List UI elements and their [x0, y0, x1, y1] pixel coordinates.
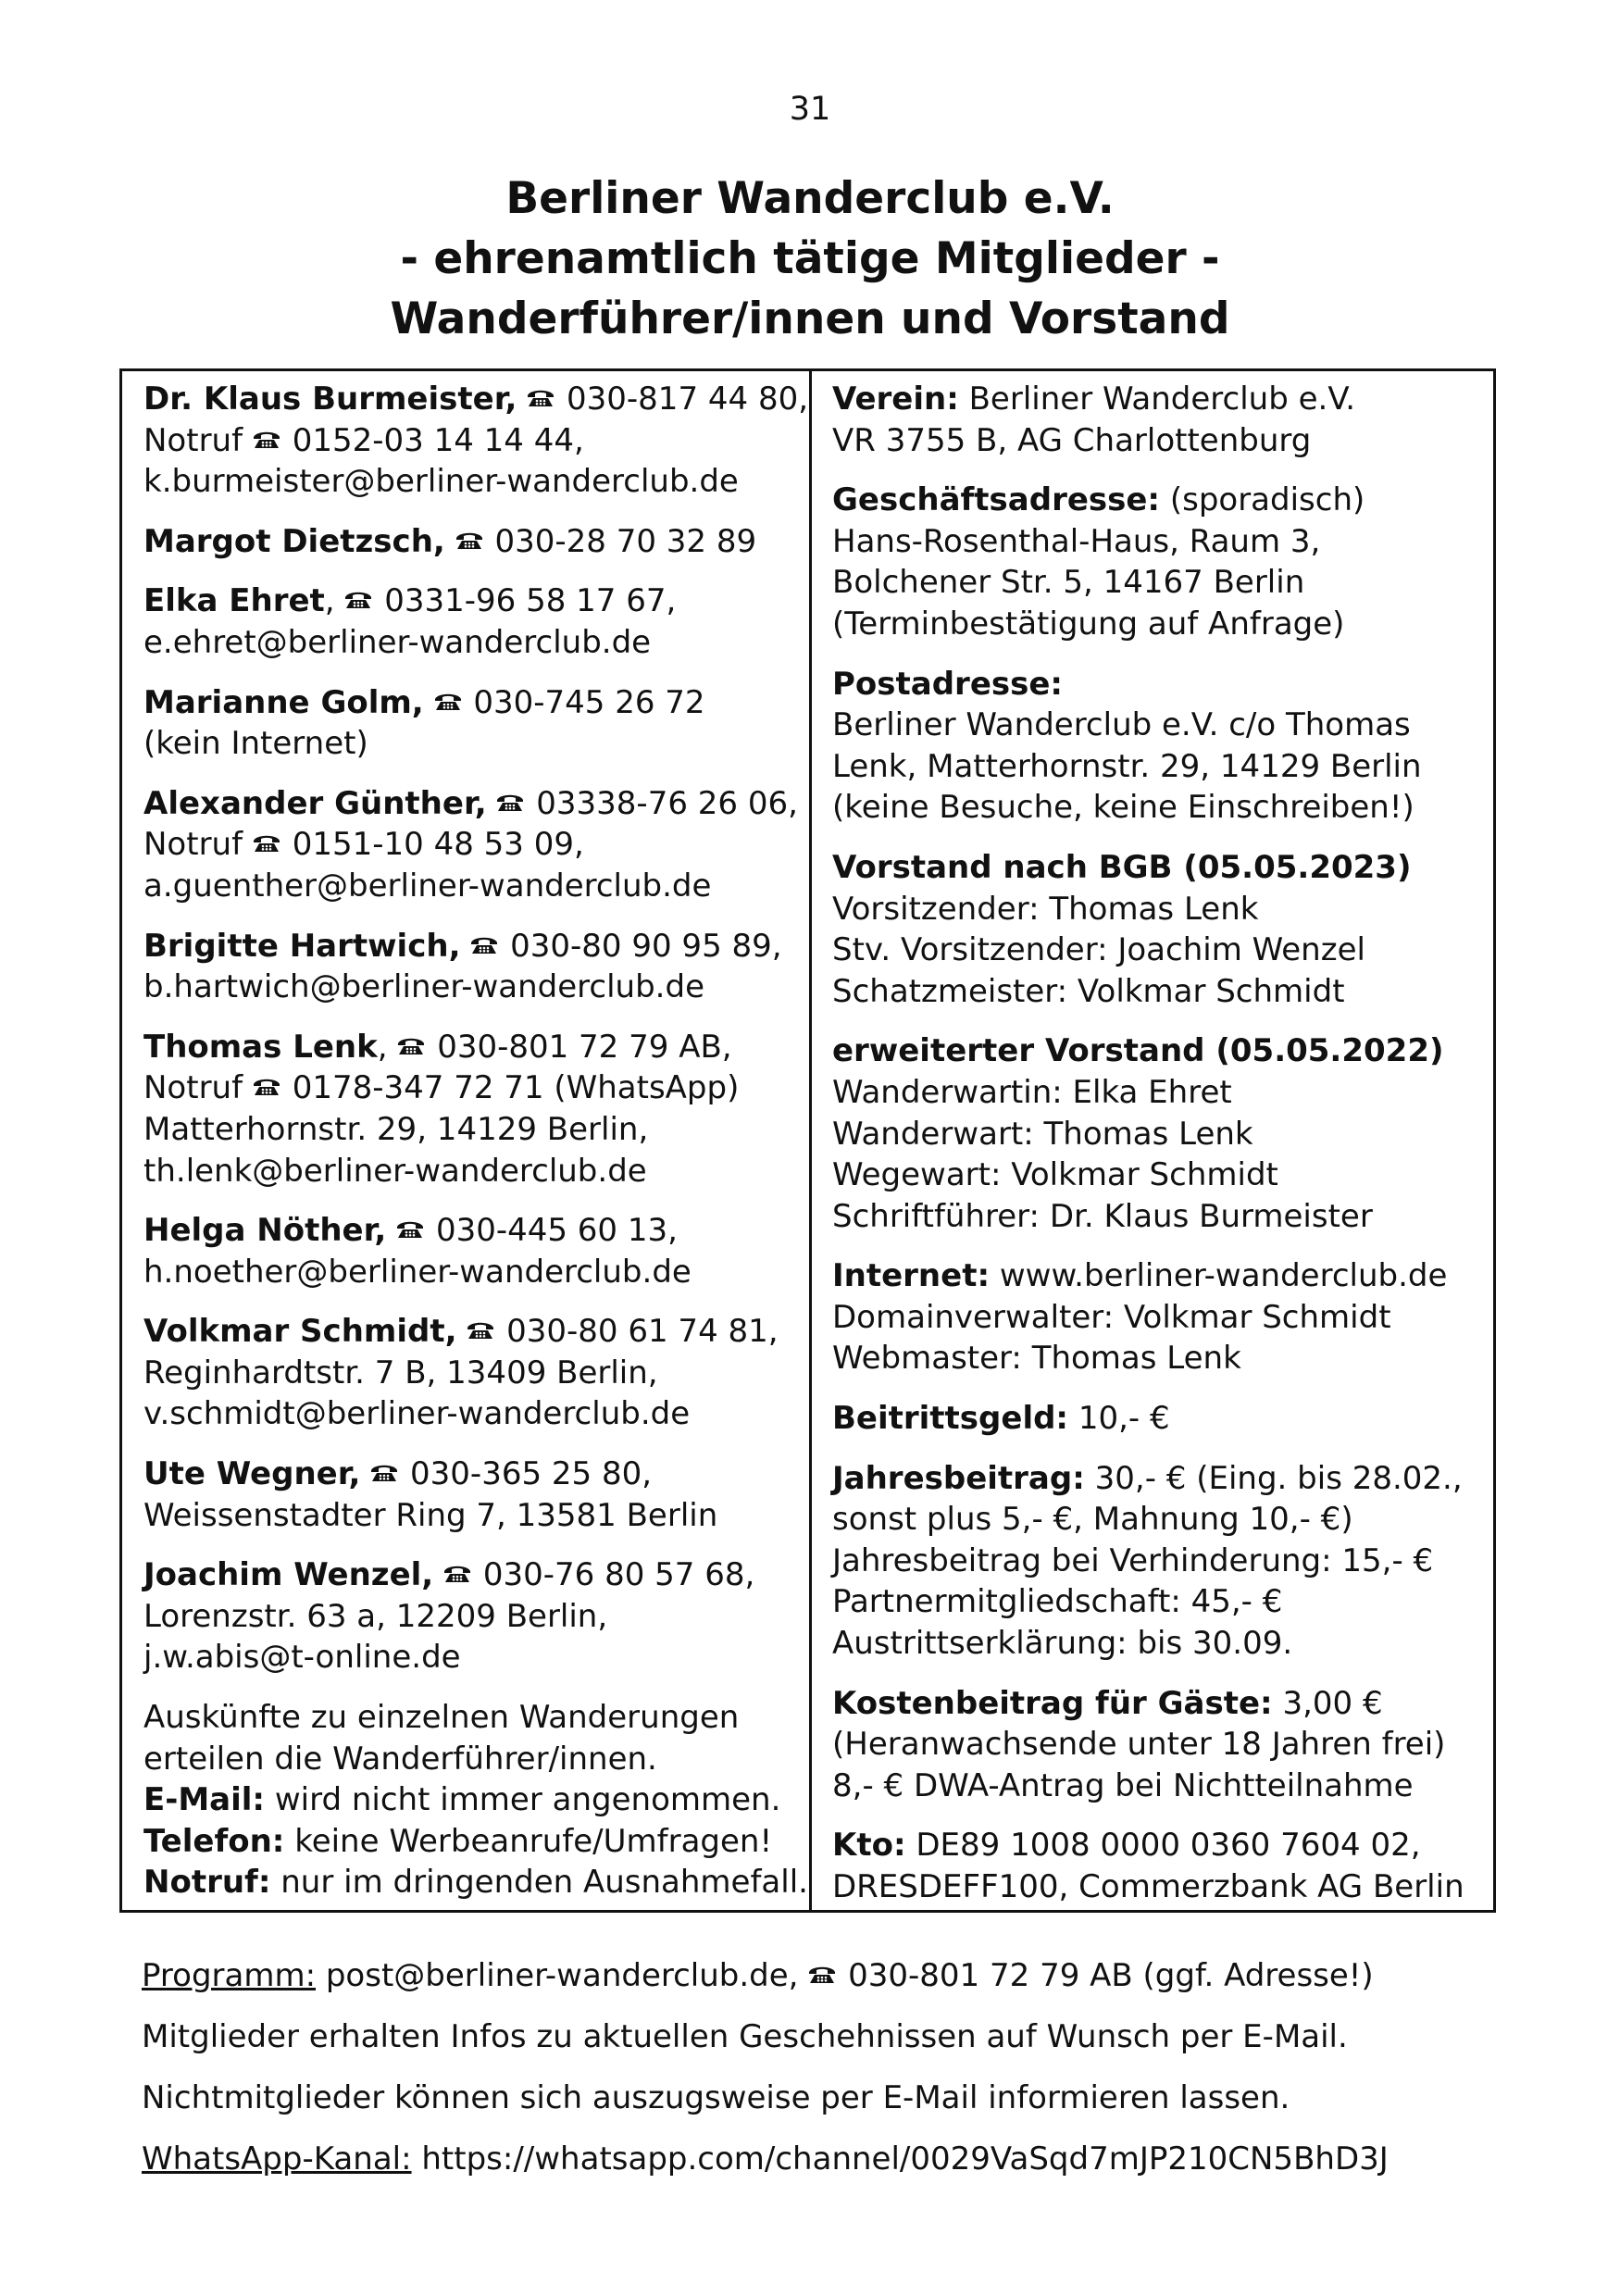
member-name: Dr. Klaus Burmeister, [143, 381, 517, 418]
footer-line-members: Mitglieder erhalten Infos zu aktuellen Geschehnissen auf Wunsch per E-Mail. [142, 2018, 1348, 2055]
member-entry-lenk [143, 1027, 803, 1192]
member-entry-noether [143, 1210, 803, 1292]
programm-label: Programm: [142, 1957, 317, 1994]
konto-value: DE89 1008 0000 0360 7604 02, [916, 1827, 1421, 1865]
member-name: Helga Nöther, [143, 1212, 387, 1250]
info-line: Auskünfte zu einzelnen Wanderungen [143, 1699, 740, 1737]
info-phone-label: Telefon: [143, 1822, 285, 1860]
member-email: h.noether@berliner-wanderclub.de [143, 1253, 692, 1291]
verein-register: VR 3755 B, AG Charlottenburg [832, 421, 1312, 459]
title-line-2: - ehrenamtlich tätige Mitglieder - [400, 233, 1220, 284]
fee-line: Austrittserklärung: bis 30.09. [832, 1625, 1293, 1663]
member-name: Marianne Golm, [143, 683, 424, 721]
address-line: Bolchener Str. 5, 14167 Berlin [832, 564, 1305, 602]
vorstand-line: Vorsitzender: Thomas Lenk [832, 890, 1259, 928]
fee-line: Jahresbeitrag bei Verhinderung: 15,- € [832, 1541, 1434, 1579]
vorstand-line: Wanderwartin: Elka Ehret [832, 1073, 1232, 1111]
member-name: Elka Ehret [143, 582, 325, 620]
beitrittsgeld-section [832, 1398, 1491, 1440]
member-entry-guenther [143, 783, 803, 907]
address-line: (Terminbestätigung auf Anfrage) [832, 605, 1345, 643]
member-entry-golm [143, 682, 803, 765]
title-line-3: Wanderführer/innen und Vorstand [390, 293, 1230, 344]
member-phone: 030-445 60 13, [435, 1212, 678, 1250]
notruf-label: Notruf [143, 421, 243, 459]
telephone-icon [434, 691, 462, 711]
internet-line: Domainverwalter: Volkmar Schmidt [832, 1298, 1391, 1336]
member-phone: 030-80 90 95 89, [510, 927, 782, 965]
info-notruf-text: nur im dringenden Ausnahmefall. [280, 1864, 808, 1902]
geschaeftsadresse-label: Geschäftsadresse: [832, 481, 1161, 519]
telephone-icon [253, 832, 280, 853]
konto-line: DRESDEFF100, Commerzbank AG Berlin [832, 1868, 1464, 1905]
member-entry-dietzsch [143, 521, 803, 563]
vorstand-line: Wegewart: Volkmar Schmidt [832, 1156, 1278, 1194]
member-entry-wegner [143, 1454, 803, 1536]
member-name: Brigitte Hartwich, [143, 927, 461, 965]
fee-line: Partnermitgliedschaft: 45,- € [832, 1583, 1283, 1621]
telephone-icon [808, 1964, 836, 1984]
member-notruf: 0152-03 14 14 44, [292, 421, 584, 459]
telephone-icon [496, 792, 524, 812]
verein-section [832, 379, 1491, 461]
page-number: 31 [789, 91, 831, 128]
konto-label: Kto: [832, 1827, 906, 1865]
member-email: v.schmidt@berliner-wanderclub.de [143, 1395, 691, 1433]
telephone-icon [470, 934, 498, 955]
info-phone-text: keine Werbeanrufe/Umfragen! [294, 1822, 773, 1860]
info-line: erteilen die Wanderführer/innen. [143, 1740, 657, 1778]
jahresbeitrag-value: 30,- € (Eing. bis 28.02., [1094, 1459, 1463, 1497]
member-phone: 030-365 25 80, [410, 1455, 653, 1493]
geschaeftsadresse-note: (sporadisch) [1169, 481, 1365, 519]
member-address: Lorenzstr. 63 a, 12209 Berlin, [143, 1597, 608, 1635]
member-entry-schmidt [143, 1311, 803, 1435]
telephone-icon [253, 1076, 280, 1096]
address-line: Lenk, Matterhornstr. 29, 14129 Berlin [832, 747, 1422, 785]
verein-label: Verein: [832, 381, 959, 418]
address-line: Hans-Rosenthal-Haus, Raum 3, [832, 522, 1321, 560]
postadresse-label: Postadresse: [832, 665, 1064, 703]
members-column [143, 379, 809, 1922]
internet-label: Internet: [832, 1257, 991, 1295]
fee-line: (Heranwachsende unter 18 Jahren frei) [832, 1726, 1446, 1764]
title-line-1: Berliner Wanderclub e.V. [505, 173, 1115, 224]
notruf-label: Notruf [143, 826, 243, 864]
whatsapp-url: https://whatsapp.com/channel/0029VaSqd7mJP210CN5BhD3J [421, 2140, 1389, 2177]
info-email-text: wird nicht immer angenommen. [274, 1781, 781, 1819]
member-name: Joachim Wenzel, [143, 1556, 434, 1594]
contact-table [119, 368, 1496, 1913]
member-phone: 030-817 44 80, [567, 381, 809, 418]
internet-line: Webmaster: Thomas Lenk [832, 1340, 1241, 1378]
vorstand-label: Vorstand nach BGB (05.05.2023) [832, 848, 1412, 886]
member-entry-hartwich [143, 926, 803, 1008]
beitrittsgeld-value: 10,- € [1078, 1400, 1170, 1438]
telephone-icon [397, 1035, 425, 1055]
member-address: Weissenstadter Ring 7, 13581 Berlin [143, 1496, 718, 1534]
member-name: Margot Dietzsch, [143, 522, 445, 560]
telephone-icon [344, 589, 372, 609]
fee-line: sonst plus 5,- €, Mahnung 10,- €) [832, 1501, 1353, 1539]
internet-value: www.berliner-wanderclub.de [999, 1257, 1448, 1295]
telephone-icon [253, 429, 280, 449]
telephone-icon [455, 530, 483, 550]
member-phone: 030-28 70 32 89 [494, 522, 757, 560]
member-email: th.lenk@berliner-wanderclub.de [143, 1152, 647, 1190]
vorstand-section [832, 847, 1491, 1012]
jahresbeitrag-section [832, 1458, 1491, 1665]
info-notruf-label: Notruf: [143, 1864, 271, 1902]
footer-line-nonmembers: Nichtmitglieder können sich auszugsweise per E-Mail informieren lassen. [142, 2079, 1290, 2116]
separator: , [324, 582, 335, 620]
jahresbeitrag-label: Jahresbeitrag: [832, 1459, 1085, 1497]
gaeste-label: Kostenbeitrag für Gäste: [832, 1684, 1273, 1722]
telephone-icon [527, 387, 555, 407]
notruf-label: Notruf [143, 1069, 243, 1107]
member-email: e.ehret@berliner-wanderclub.de [143, 623, 652, 661]
member-phone: 030-80 61 74 81, [506, 1313, 779, 1351]
postadresse-section [832, 664, 1491, 829]
member-name: Volkmar Schmidt, [143, 1313, 457, 1351]
member-entry-wenzel [143, 1554, 803, 1678]
info-email-label: E-Mail: [143, 1781, 266, 1819]
member-notruf: 0151-10 48 53 09, [292, 826, 584, 864]
member-phone: 030-76 80 57 68, [482, 1556, 755, 1594]
member-email: k.burmeister@berliner-wanderclub.de [143, 463, 739, 501]
member-entry-burmeister [143, 379, 809, 503]
erweiterter-vorstand-section [832, 1030, 1491, 1237]
member-phone: 03338-76 26 06, [536, 784, 798, 822]
member-name: Alexander Günther, [143, 784, 487, 822]
page-title [0, 168, 1620, 349]
address-line: Berliner Wanderclub e.V. c/o Thomas [832, 706, 1411, 744]
gaeste-section [832, 1683, 1491, 1807]
separator: , [377, 1028, 388, 1066]
telephone-icon [370, 1462, 398, 1482]
verein-value: Berliner Wanderclub e.V. [968, 381, 1356, 418]
geschaeftsadresse-section [832, 480, 1491, 644]
telephone-icon [396, 1218, 424, 1239]
konto-section [832, 1825, 1491, 1907]
member-note: (kein Internet) [143, 725, 368, 763]
club-info-column [832, 379, 1491, 1927]
vorstand-line: Schriftführer: Dr. Klaus Burmeister [832, 1197, 1373, 1235]
vorstand-line: Wanderwart: Thomas Lenk [832, 1115, 1253, 1153]
address-line: (keine Besuche, keine Einschreiben!) [832, 789, 1414, 827]
member-address: Matterhornstr. 29, 14129 Berlin, [143, 1110, 649, 1148]
fee-line: 8,- € DWA-Antrag bei Nichtteilnahme [832, 1766, 1414, 1804]
erweiterter-vorstand-label: erweiterter Vorstand (05.05.2022) [832, 1032, 1444, 1070]
footer [142, 1955, 1530, 2200]
internet-section [832, 1255, 1491, 1379]
info-note [143, 1697, 808, 1903]
gaeste-value: 3,00 € [1282, 1684, 1383, 1722]
telephone-icon [467, 1319, 494, 1340]
member-email: j.w.abis@t-online.de [143, 1639, 461, 1677]
member-entry-ehret [143, 580, 803, 663]
member-name: Thomas Lenk [143, 1028, 378, 1066]
column-divider [809, 371, 812, 1910]
whatsapp-label: WhatsApp-Kanal: [142, 2140, 412, 2177]
member-address: Reginhardtstr. 7 B, 13409 Berlin, [143, 1354, 658, 1391]
member-phone: 030-745 26 72 [473, 683, 705, 721]
vorstand-line: Stv. Vorsitzender: Joachim Wenzel [832, 931, 1365, 969]
vorstand-line: Schatzmeister: Volkmar Schmidt [832, 972, 1345, 1010]
member-notruf: 0178-347 72 71 (WhatsApp) [292, 1069, 740, 1107]
telephone-icon [443, 1563, 471, 1583]
programm-phone: 030-801 72 79 AB (ggf. Adresse!) [848, 1957, 1374, 1994]
member-phone: 030-801 72 79 AB, [437, 1028, 732, 1066]
beitrittsgeld-label: Beitrittsgeld: [832, 1400, 1069, 1438]
member-email: a.guenther@berliner-wanderclub.de [143, 867, 712, 905]
member-email: b.hartwich@berliner-wanderclub.de [143, 968, 704, 1006]
programm-email: post@berliner-wanderclub.de, [325, 1957, 799, 1994]
member-phone: 0331-96 58 17 67, [384, 582, 677, 620]
member-name: Ute Wegner, [143, 1455, 361, 1493]
